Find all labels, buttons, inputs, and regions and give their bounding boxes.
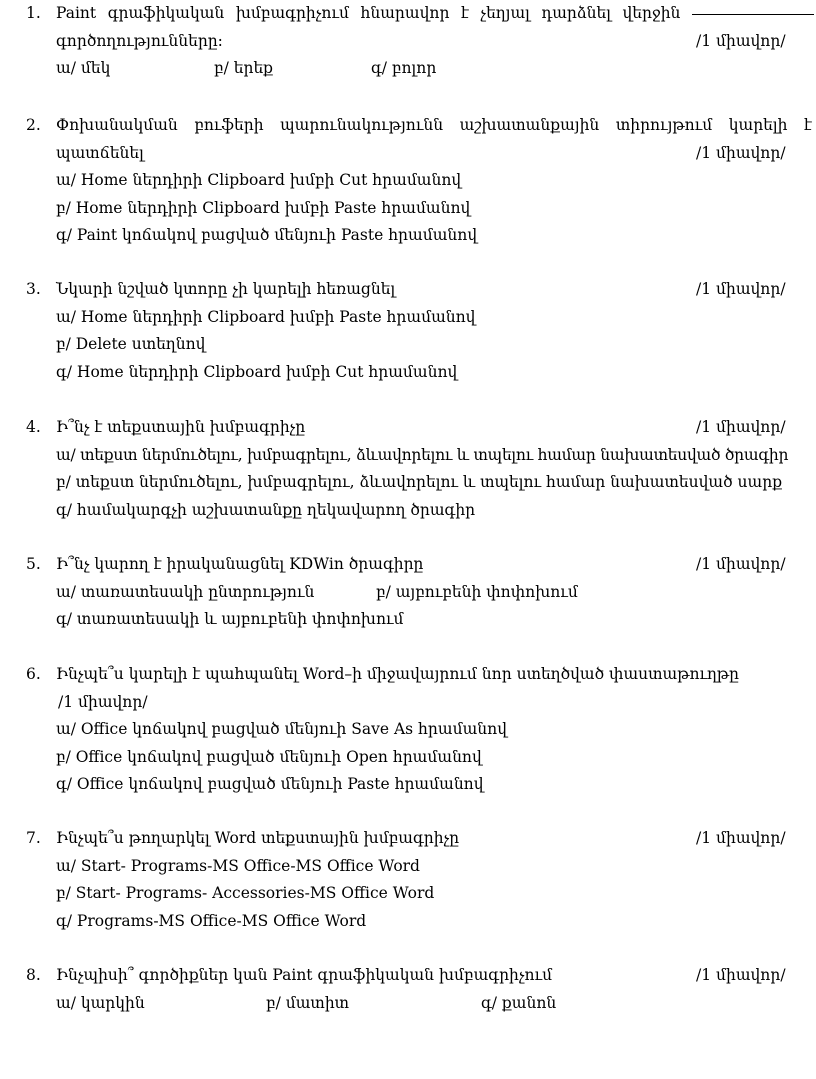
question-4-line-1 (26, 414, 814, 442)
points-label: /1 միավոր/ (58, 692, 148, 711)
option-a: ա/ կարկին (56, 993, 145, 1012)
word: Paint (56, 4, 97, 22)
list-item (26, 908, 814, 936)
list-item (26, 990, 814, 1018)
option-c: գ/ Office կոճակով բացված մենյուի Paste հրամանով (56, 775, 484, 793)
question-2 (26, 112, 814, 250)
question-number: 5. (26, 555, 41, 573)
option-b: բ/ Delete ստեղնով (56, 335, 206, 353)
question-number: 6. (26, 665, 41, 683)
list-item (26, 331, 814, 359)
question-number: 2. (26, 116, 41, 134)
list-item (26, 222, 814, 250)
question-text: Նկարի նշված կտորը չի կարելի հեռացնել (56, 280, 396, 298)
points-label: /1 միավոր/ (696, 280, 786, 298)
word: տիրույթում (615, 116, 713, 134)
list-item (26, 880, 814, 908)
word: դարձնել (541, 4, 611, 22)
option-b: բ/ այբուբենի փոփոխում (376, 582, 578, 601)
points-label: /1 միավոր/ (696, 143, 786, 162)
question-2-line-2 (26, 140, 814, 168)
question-8 (26, 962, 814, 1017)
question-text: գործողությունները: (56, 31, 223, 50)
points-label: /1 միավոր/ (696, 555, 786, 573)
option-b: բ/ տեքստ ներմուծելու, խմբագրելու, ձևավորելու և տպելու համար նախատեսված սարք (56, 473, 783, 491)
word: Փոխանակման (56, 116, 178, 134)
word: հնարավոր (360, 4, 450, 22)
option-c: գ/ Programs-MS Office-MS Office Word (56, 911, 367, 930)
question-7 (26, 825, 814, 935)
list-item (26, 469, 814, 497)
question-5 (26, 551, 814, 634)
question-8-line-1 (26, 962, 814, 990)
question-6 (26, 661, 814, 799)
option-a: ա/ տեքստ ներմուծելու, խմբագրելու, ձևավորելու և տպելու համար նախատեսված ծրագիր (56, 445, 789, 464)
points-label: /1 միավոր/ (696, 418, 786, 436)
word: չեղյալ (480, 4, 530, 22)
list-item (26, 195, 814, 223)
list-item (26, 853, 814, 881)
points-label: /1 միավոր/ (696, 829, 786, 847)
word: կարելի (728, 116, 788, 134)
option-c: գ/ տառատեսակի և այբուբենի փոփոխում (56, 610, 404, 628)
word: աշխատանքային (459, 116, 600, 134)
list-item (26, 716, 814, 744)
word: բուֆերի (194, 116, 264, 134)
list-item (26, 304, 814, 332)
question-text: Ինչպե՞ս կարելի է պահպանել Word–ի միջավայրում նոր ստեղծված փաստաթուղթը (56, 665, 740, 683)
option-a: ա/ մեկ (56, 59, 111, 77)
list-item (26, 579, 814, 607)
question-6-line-1 (26, 661, 814, 689)
question-number: 1. (26, 4, 41, 22)
word: խմբագրիչում (235, 4, 349, 22)
option-b: բ/ Office կոճակով բացված մենյուի Open հրամանով (56, 747, 482, 766)
option-a: ա/ Start- Programs-MS Office-MS Office Word (56, 856, 420, 875)
list-item (26, 606, 814, 634)
option-c: գ/ քանոն (481, 993, 557, 1012)
option-b: բ/ Start- Programs- Accessories-MS Office Word (56, 884, 435, 902)
list-item (26, 359, 814, 387)
option-b: բ/ մատիտ (266, 993, 350, 1012)
question-number: 8. (26, 966, 41, 984)
points-label: /1 միավոր/ (696, 966, 786, 984)
option-b: բ/ երեք (214, 59, 274, 77)
question-number: 3. (26, 280, 41, 298)
question-1 (26, 0, 814, 83)
word: է (460, 4, 469, 22)
option-a: ա/ Office կոճակով բացված մենյուի Save As հրամանով (56, 720, 507, 738)
question-1-text (56, 0, 814, 28)
word: վերջին (622, 4, 681, 22)
option-c: գ/ համակարգչի աշխատանքը ղեկավարող ծրագիր (56, 500, 476, 519)
option-a: ա/ Home ներդիրի Clipboard խմբի Paste հրամանով (56, 307, 476, 326)
points-label: /1 միավոր/ (696, 31, 786, 50)
question-4 (26, 414, 814, 524)
list-item (26, 167, 814, 195)
question-1-line-2 (26, 28, 814, 56)
option-c: գ/ Paint կոճակով բացված մենյուի Paste հրամանով (56, 226, 478, 244)
question-text: պատճենել (56, 143, 144, 162)
question-3 (26, 276, 814, 386)
list-item (26, 771, 814, 799)
answer-blank (692, 0, 814, 15)
question-text: Ի՞նչ կարող է իրականացնել KDWin ծրագիրը (56, 555, 424, 573)
option-a: ա/ Home ներդիրի Clipboard խմբի Cut հրամանով (56, 171, 462, 189)
question-text: Ինչպիսի՞ գործիքներ կան Paint գրաֆիկական խմբագրիչում (56, 966, 553, 984)
question-6-line-2 (26, 689, 814, 717)
question-5-line-1 (26, 551, 814, 579)
option-b: բ/ Home ներդիրի Clipboard խմբի Paste հրամանով (56, 198, 471, 217)
question-3-line-1 (26, 276, 814, 304)
question-2-text (56, 112, 812, 140)
question-2-line-1 (26, 112, 814, 140)
option-c: գ/ բոլոր (371, 59, 437, 77)
question-text: Ի՞նչ է տեքստային խմբագրիչը (56, 418, 306, 436)
list-item (26, 744, 814, 772)
list-item (26, 497, 814, 525)
question-text: Ինչպե՞ս թողարկել Word տեքստային խմբագրիչը (56, 829, 460, 847)
question-1-line-1 (26, 0, 814, 28)
option-a: ա/ տառատեսակի ընտրություն (56, 582, 315, 601)
word: է (804, 116, 812, 134)
question-number: 7. (26, 829, 41, 847)
list-item (26, 442, 814, 470)
word: պարունակությունն (280, 116, 444, 134)
question-number: 4. (26, 418, 41, 436)
question-1-options (26, 55, 814, 83)
option-c: գ/ Home ներդիրի Clipboard խմբի Cut հրամանով (56, 362, 458, 381)
word: գրաֆիկական (107, 4, 225, 22)
question-7-line-1 (26, 825, 814, 853)
